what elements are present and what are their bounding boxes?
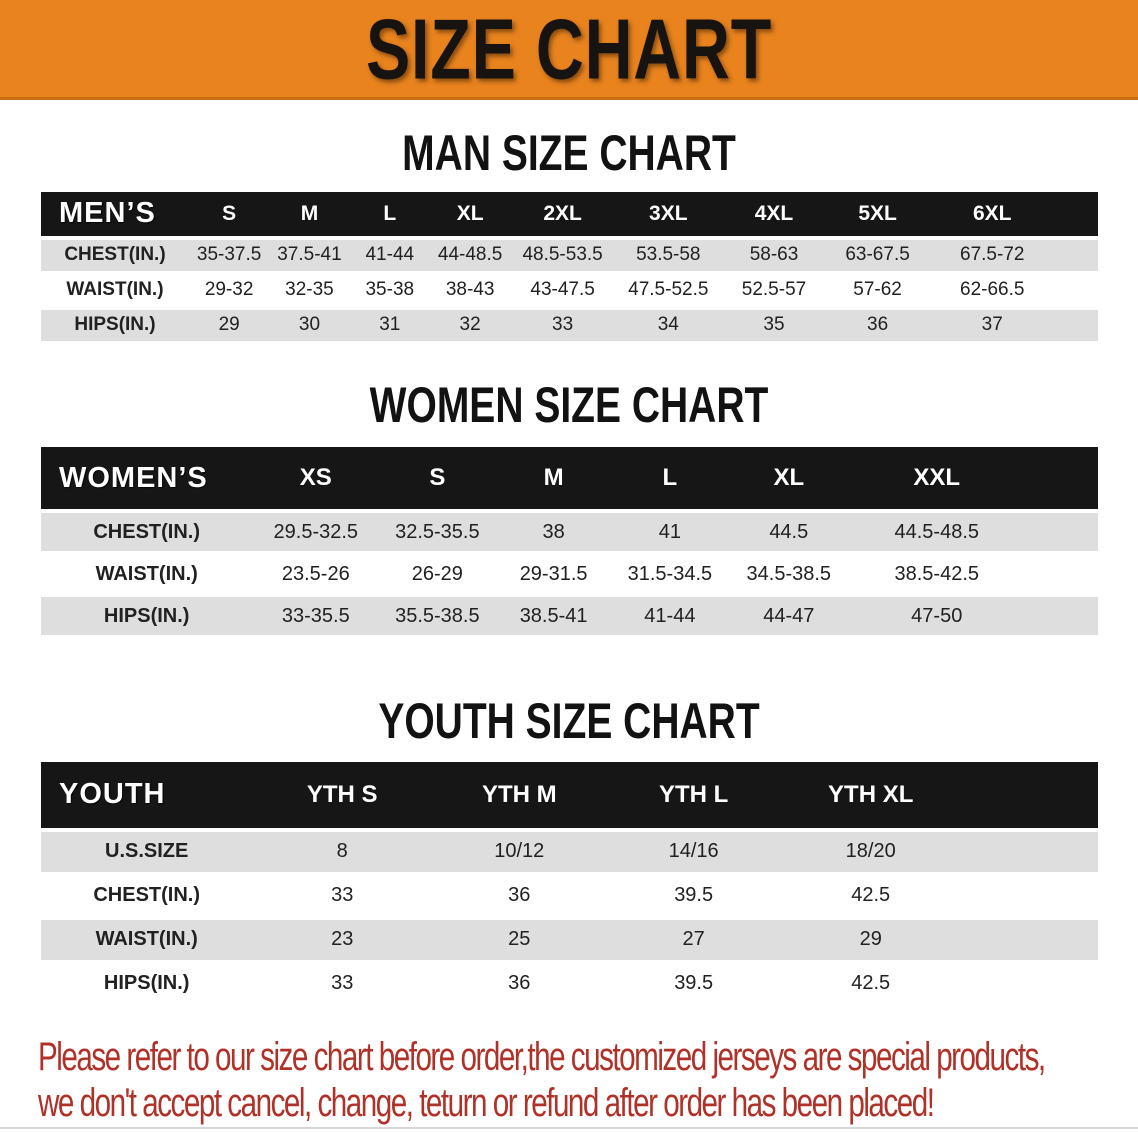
banner-title: SIZE CHART bbox=[365, 0, 773, 97]
size-value-cell: 25 bbox=[432, 920, 606, 960]
size-value-cell: 32 bbox=[430, 310, 510, 341]
size-value-cell: 34 bbox=[615, 310, 722, 341]
size-value-cell: 31.5-34.5 bbox=[627, 562, 713, 585]
size-column-header: XL bbox=[430, 192, 510, 236]
size-value-cell: 38.5-41 bbox=[495, 597, 611, 635]
size-value-cell: 29 bbox=[189, 310, 269, 341]
size-value-cell: 30 bbox=[269, 310, 349, 341]
size-value-cell: 44.5-48.5 bbox=[850, 513, 1024, 551]
size-value-cell: 33 bbox=[331, 884, 354, 906]
size-value-cell: 31 bbox=[350, 310, 430, 341]
size-value-cell: 44.5 bbox=[728, 513, 850, 551]
table-header-label: MEN’S bbox=[41, 192, 189, 236]
measurement-row bbox=[41, 876, 1098, 916]
size-value-cell: 52.5-57 bbox=[741, 279, 807, 300]
table-header-label: YOUTH bbox=[41, 762, 252, 828]
size-value-cell: 47.5-52.5 bbox=[628, 279, 709, 300]
size-value-cell: 43-47.5 bbox=[530, 279, 595, 300]
men-size-section bbox=[0, 127, 1138, 345]
size-value-cell: 44-47 bbox=[728, 597, 850, 635]
disclaimer-line-2: we don't accept cancel, change, teturn or refund after order has been placed! bbox=[38, 1080, 934, 1125]
measurement-row bbox=[41, 597, 1098, 635]
row-filler bbox=[1024, 555, 1098, 593]
header-filler bbox=[1056, 192, 1098, 236]
row-label: WAIST(IN.) bbox=[41, 920, 252, 960]
size-value-cell: 23 bbox=[252, 920, 432, 960]
measurement-row bbox=[41, 513, 1098, 551]
size-value-cell: 39.5 bbox=[674, 884, 714, 906]
row-filler bbox=[1056, 310, 1098, 341]
measurement-row bbox=[41, 240, 1098, 271]
women-section-heading: WOMEN SIZE CHART bbox=[369, 376, 769, 433]
size-value-cell: 29 bbox=[781, 920, 961, 960]
size-value-cell: 35-37.5 bbox=[189, 240, 269, 271]
size-value-cell: 35.5-38.5 bbox=[379, 597, 495, 635]
size-column-header: S bbox=[379, 447, 495, 509]
table-header-row bbox=[41, 447, 1098, 509]
row-label: CHEST(IN.) bbox=[41, 513, 252, 551]
row-filler bbox=[1056, 240, 1098, 271]
size-value-cell: 35 bbox=[722, 310, 827, 341]
row-label: HIPS(IN.) bbox=[41, 597, 252, 635]
row-label: CHEST(IN.) bbox=[41, 240, 189, 271]
size-value-cell: 42.5 bbox=[851, 884, 891, 906]
header-filler bbox=[1024, 447, 1098, 509]
size-value-cell: 63-67.5 bbox=[826, 240, 929, 271]
size-value-cell: 23.5-26 bbox=[281, 562, 350, 585]
size-value-cell: 57-62 bbox=[853, 279, 902, 300]
size-column-header: S bbox=[189, 192, 269, 236]
bottom-divider bbox=[0, 1127, 1138, 1129]
measurement-row bbox=[41, 920, 1098, 960]
size-value-cell: 33 bbox=[331, 972, 354, 994]
row-filler bbox=[961, 920, 1098, 960]
size-value-cell: 37 bbox=[929, 310, 1056, 341]
size-value-cell: 29.5-32.5 bbox=[252, 513, 379, 551]
row-filler bbox=[1056, 275, 1098, 306]
size-value-cell: 14/16 bbox=[606, 832, 780, 872]
size-value-cell: 36 bbox=[508, 884, 531, 906]
size-value-cell: 58-63 bbox=[722, 240, 827, 271]
row-label: U.S.SIZE bbox=[41, 832, 252, 872]
size-value-cell: 38-43 bbox=[445, 279, 495, 300]
size-column-header: 3XL bbox=[615, 192, 722, 236]
size-value-cell: 35-38 bbox=[365, 279, 415, 300]
table-header-label: WOMEN’S bbox=[41, 447, 252, 509]
size-value-cell: 42.5 bbox=[851, 972, 891, 994]
size-value-cell: 53.5-58 bbox=[615, 240, 722, 271]
size-value-cell: 41-44 bbox=[612, 597, 728, 635]
youth-size-section bbox=[0, 695, 1138, 1008]
disclaimer-text bbox=[38, 1034, 1045, 1126]
row-filler bbox=[1024, 513, 1098, 551]
row-filler bbox=[961, 964, 1098, 1004]
size-value-cell: 47-50 bbox=[850, 597, 1024, 635]
size-value-cell: 41-44 bbox=[350, 240, 430, 271]
size-column-header: XS bbox=[252, 447, 379, 509]
youth-section-heading: YOUTH SIZE CHART bbox=[378, 693, 760, 749]
size-value-cell: 33-35.5 bbox=[252, 597, 379, 635]
row-label: HIPS(IN.) bbox=[103, 972, 190, 994]
size-value-cell: 34.5-38.5 bbox=[746, 562, 832, 585]
measurement-row bbox=[41, 832, 1098, 872]
row-filler bbox=[1024, 597, 1098, 635]
size-column-header: 2XL bbox=[510, 192, 615, 236]
measurement-row bbox=[41, 275, 1098, 306]
size-value-cell: 29-32 bbox=[204, 279, 254, 300]
size-value-cell: 48.5-53.5 bbox=[510, 240, 615, 271]
size-value-cell: 39.5 bbox=[674, 972, 714, 994]
size-value-cell: 32.5-35.5 bbox=[379, 513, 495, 551]
size-column-header: YTH M bbox=[432, 762, 606, 828]
size-column-header: M bbox=[269, 192, 349, 236]
size-value-cell: 38.5-42.5 bbox=[894, 562, 980, 585]
size-value-cell: 36 bbox=[826, 310, 929, 341]
size-value-cell: 29-31.5 bbox=[519, 562, 588, 585]
disclaimer-line-1: Please refer to our size chart before order,the customized jerseys are special products, bbox=[38, 1034, 1045, 1079]
size-value-cell: 41 bbox=[612, 513, 728, 551]
row-filler bbox=[961, 832, 1098, 872]
size-value-cell: 37.5-41 bbox=[269, 240, 349, 271]
table-header-row bbox=[41, 192, 1098, 236]
size-value-cell: 38 bbox=[495, 513, 611, 551]
banner bbox=[0, 0, 1138, 100]
measurement-row bbox=[41, 310, 1098, 341]
men-size-table bbox=[41, 188, 1098, 345]
size-value-cell: 67.5-72 bbox=[929, 240, 1056, 271]
table-header-row bbox=[41, 762, 1098, 828]
size-value-cell: 44-48.5 bbox=[430, 240, 510, 271]
measurement-row bbox=[41, 555, 1098, 593]
size-column-header: 4XL bbox=[722, 192, 827, 236]
women-size-section bbox=[0, 376, 1138, 640]
size-column-header: XXL bbox=[850, 447, 1024, 509]
size-value-cell: 27 bbox=[606, 920, 780, 960]
row-filler bbox=[961, 876, 1098, 916]
row-label: WAIST(IN.) bbox=[95, 562, 198, 585]
size-column-header: YTH S bbox=[252, 762, 432, 828]
header-filler bbox=[961, 762, 1098, 828]
size-value-cell: 18/20 bbox=[781, 832, 961, 872]
row-label: CHEST(IN.) bbox=[93, 884, 201, 906]
youth-size-table bbox=[41, 758, 1098, 1008]
row-label: HIPS(IN.) bbox=[41, 310, 189, 341]
size-value-cell: 62-66.5 bbox=[960, 279, 1025, 300]
row-label: WAIST(IN.) bbox=[66, 279, 164, 300]
size-column-header: M bbox=[495, 447, 611, 509]
size-value-cell: 33 bbox=[510, 310, 615, 341]
size-value-cell: 26-29 bbox=[411, 562, 463, 585]
size-column-header: 6XL bbox=[929, 192, 1056, 236]
size-column-header: L bbox=[350, 192, 430, 236]
size-column-header: L bbox=[612, 447, 728, 509]
measurement-row bbox=[41, 964, 1098, 1004]
size-column-header: XL bbox=[728, 447, 850, 509]
size-value-cell: 32-35 bbox=[285, 279, 334, 300]
men-section-heading: MAN SIZE CHART bbox=[402, 125, 736, 181]
women-size-table bbox=[41, 443, 1098, 639]
size-column-header: 5XL bbox=[826, 192, 929, 236]
size-column-header: YTH XL bbox=[781, 762, 961, 828]
size-column-header: YTH L bbox=[606, 762, 780, 828]
size-value-cell: 36 bbox=[508, 972, 531, 994]
size-value-cell: 8 bbox=[252, 832, 432, 872]
size-value-cell: 10/12 bbox=[432, 832, 606, 872]
